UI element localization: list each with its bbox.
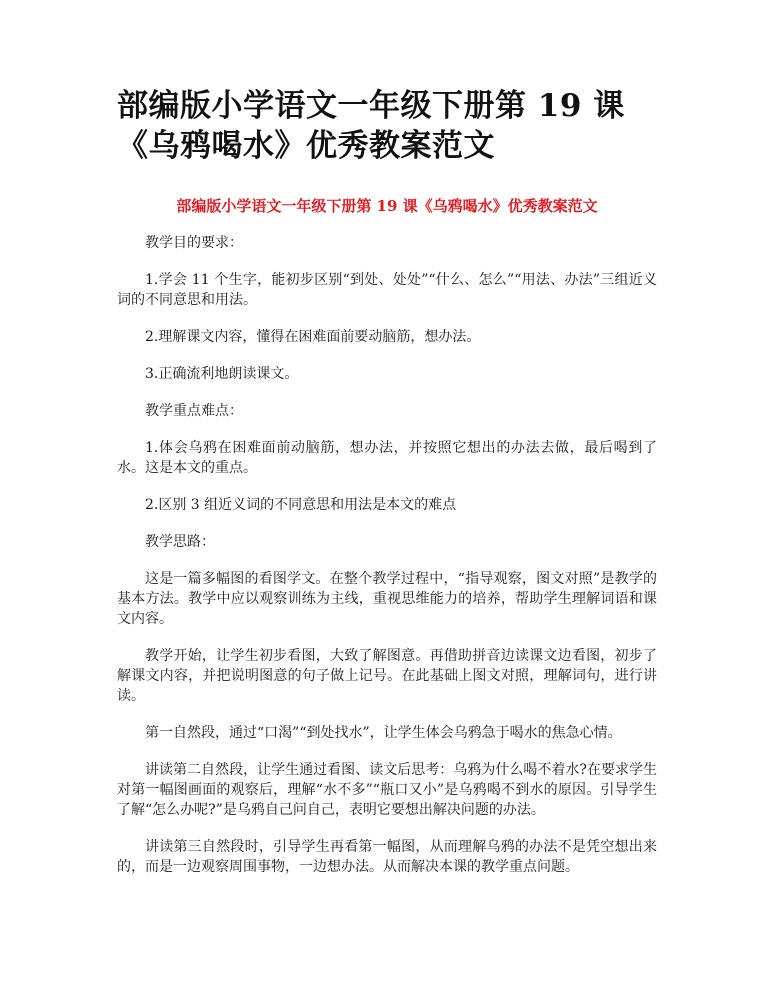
- paragraph-key-point-2: 2.区别 3 组近义词的不同意思和用法是本文的难点: [145, 497, 457, 513]
- title-line-2: 《乌鸦喝水》优秀教案范文: [117, 128, 495, 164]
- paragraph-approach-1: 这是一篇多幅图的看图学文。在整个教学过程中，“指导观察，图文对照”是教学的基本方法。教学中应以观察训练为主线，重视思维能力的培养，帮助学生理解词语和课文内容。: [117, 571, 657, 627]
- document-page: [117, 86, 657, 877]
- paragraph-teaching-goals-heading: 教学目的要求：: [145, 235, 243, 251]
- paragraph-approach-2: 教学开始，让学生初步看图，大致了解图意。再借助拼音边读课文边看图，初步了解课文内容，并把说明图意的句子做上记号。在此基础上图文对照，理解词句，进行讲读。: [117, 648, 657, 704]
- title-line-1: 部编版小学语文一年级下册第 19 课: [117, 88, 625, 124]
- paragraph-goal-3: 3.正确流利地朗读课文。: [145, 366, 299, 382]
- paragraph-goal-2: 2.理解课文内容，懂得在困难面前要动脑筋，想办法。: [145, 329, 481, 345]
- paragraph-approach-5: 讲读第三自然段时，引导学生再看第一幅图，从而理解乌鸦的办法不是凭空想出来的，而是一边观察周围事物，一边想办法。从而解决本课的教学重点问题。: [117, 839, 657, 875]
- document-subtitle: 部编版小学语文一年级下册第 19 课《乌鸦喝水》优秀教案范文: [176, 197, 598, 215]
- paragraph-approach-3: 第一自然段，通过“口渴”“到处找水”，让学生体会乌鸦急于喝水的焦急心情。: [145, 725, 622, 741]
- paragraph-key-points-heading: 教学重点难点：: [145, 403, 243, 419]
- paragraph-approach-4: 讲读第二自然段，让学生通过看图、读文后思考：乌鸦为什么喝不着水?在要求学生对第一幅图画面的观察后，理解“水不多”“瓶口又小”是乌鸦喝不到水的原因。引导学生了解“怎么办呢?”是乌鸦自己问自己，表明它要想出解决问题的办法。: [117, 762, 657, 818]
- document-title: [117, 86, 657, 166]
- paragraph-goal-1: 1.学会 11 个生字，能初步区别“到处、处处”“什么、怎么”“用法、办法”三组近义词的不同意思和用法。: [117, 272, 657, 308]
- paragraph-key-point-1: 1.体会乌鸦在困难面前动脑筋，想办法，并按照它想出的办法去做，最后喝到了水。这是本文的重点。: [117, 440, 657, 476]
- paragraph-teaching-approach-heading: 教学思路：: [145, 534, 215, 550]
